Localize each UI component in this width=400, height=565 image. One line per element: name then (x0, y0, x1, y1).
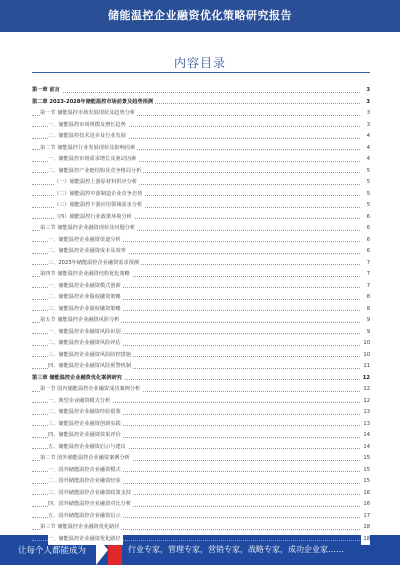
toc-entry-page: 7 (365, 258, 370, 270)
toc-entry-page: 5 (365, 200, 370, 212)
toc-entry[interactable] (32, 327, 370, 339)
toc-entry-page: 7 (365, 281, 370, 293)
toc-entry-page: 3 (364, 85, 370, 97)
toc-entry-text: 二、储能温控企业融资成本及效率 (48, 246, 128, 258)
toc-entry-text: 一、储能温控企业融资模式创新 (48, 281, 123, 293)
toc-entry-text: 一、国外储能温控企业融资模式 (48, 465, 123, 477)
toc-entry-text: 三、储能温控企业债权融资策略 (48, 304, 123, 316)
toc-entry-page: 16 (361, 488, 370, 500)
toc-entry[interactable] (32, 373, 370, 385)
toc-entry-page: 14 (361, 430, 370, 442)
toc-entry-text: 四、储能温控企业融资风险预警机制 (48, 361, 133, 373)
toc-entry-page: 10 (361, 338, 370, 350)
toc-entry-text: 一、储能温控企业融资优化路径 (48, 534, 123, 546)
toc-entry-text: 三、国外储能温控企业融资政策支持 (48, 488, 133, 500)
toc-entry-page: 17 (361, 511, 370, 523)
toc-entry[interactable] (32, 223, 370, 235)
toc-entry-page: 15 (361, 465, 370, 477)
toc-entry-page: 3 (364, 97, 370, 109)
toc-entry-text: 四、储能温控企业融资效果评价 (48, 430, 123, 442)
toc-entry-page: 9 (365, 327, 370, 339)
toc-entry-text: 第一节 国内储能温控企业融资成功案例分析 (40, 384, 142, 396)
toc-entry-page: 5 (365, 166, 370, 178)
toc-entry-page: 11 (361, 361, 370, 373)
toc-entry-text: 第一节 储能温控市场发展现状及趋势分析 (40, 108, 137, 120)
toc-entry-page: 10 (361, 350, 370, 362)
toc-entry-text: 二、储能温控产业链结构及竞争格局分析 (48, 166, 143, 178)
toc-entry-text: 三、2023年储能温控企业融资需求预测 (48, 258, 141, 270)
toc-entry[interactable] (32, 442, 370, 454)
toc-entry[interactable] (32, 212, 370, 224)
toc-entry-text: 第三章 储能温控企业融资优化案例研究 (32, 373, 124, 385)
toc-entry[interactable] (32, 522, 370, 534)
toc-entry-text: 第二节 国外储能温控企业融资案例分析 (40, 453, 132, 465)
toc-entry-page: 15 (361, 453, 370, 465)
toc-entry-page: 5 (365, 177, 370, 189)
toc-entry[interactable] (32, 338, 370, 350)
toc-entry-page: 8 (365, 292, 370, 304)
toc-entry-text: 三、储能温控企业融资创新实践 (48, 419, 123, 431)
toc-entry-page: 4 (365, 143, 370, 155)
toc-entry-text: 一、储能温控企业融资风险识别 (48, 327, 123, 339)
toc-entry-page: 12 (361, 373, 370, 385)
toc-entry-page: 6 (365, 246, 370, 258)
toc-entry[interactable] (32, 292, 370, 304)
toc-entry[interactable] (32, 166, 370, 178)
footer-slogan: 让每个人都能成为 (18, 546, 87, 556)
toc-entry[interactable] (32, 258, 370, 270)
toc-entry-text: 一、储能温控市场需求增长及驱动因素 (48, 154, 138, 166)
toc-entry[interactable] (32, 200, 370, 212)
toc-entry[interactable] (32, 476, 370, 488)
toc-entry-page: 14 (361, 442, 370, 454)
toc-entry-page: 15 (361, 476, 370, 488)
toc-entry[interactable] (32, 511, 370, 523)
toc-entry[interactable] (32, 453, 370, 465)
toc-entry-text: 一、储能温控企业融资渠道分析 (48, 235, 123, 247)
toc-entry-page: 13 (361, 419, 370, 431)
toc-entry-text: 一、储能温控市场规模及增长趋势 (48, 120, 128, 132)
toc-entry[interactable] (32, 97, 370, 109)
toc-entry-page: 4 (365, 131, 370, 143)
toc-entry-text: 三、储能温控企业融资风险防控措施 (48, 350, 133, 362)
toc-entry-page: 12 (361, 396, 370, 408)
toc-entry-text: 四、国外储能温控企业融资对比分析 (48, 499, 133, 511)
toc-entry[interactable] (32, 246, 370, 258)
toc-entry[interactable] (32, 499, 370, 511)
toc-entry-page: 16 (361, 499, 370, 511)
toc-entry-page: 6 (365, 223, 370, 235)
toc-entry[interactable] (32, 143, 370, 155)
toc-entry[interactable] (32, 419, 370, 431)
toc-entry[interactable] (32, 85, 370, 97)
toc-entry[interactable] (32, 189, 370, 201)
toc-entry-text: 二、储能温控企业股权融资策略 (48, 292, 123, 304)
toc-entry-text: 第二节 储能温控行业发展现状及影响因素 (40, 143, 137, 155)
toc-entry-page: 9 (365, 315, 370, 327)
header-bar (0, 0, 400, 32)
toc-divider (32, 72, 370, 73)
toc-entry-text: （四）储能温控行业政策环境分析 (54, 212, 134, 224)
toc-entry[interactable] (32, 465, 370, 477)
toc-entry[interactable] (32, 396, 370, 408)
toc-entry[interactable] (32, 177, 370, 189)
toc-entry-text: 二、储能温控企业融资经验借鉴 (48, 407, 123, 419)
toc-entry[interactable] (32, 304, 370, 316)
toc-entry-page: 12 (361, 384, 370, 396)
toc-entry-text: 二、国外储能温控企业融资经验 (48, 476, 123, 488)
toc-entry-page: 8 (365, 304, 370, 316)
toc-entry-text: 五、国外储能温控企业融资启示 (48, 511, 123, 523)
toc-entry-text: （三）储能温控下游应用领域需求分析 (54, 200, 144, 212)
toc-entry[interactable] (32, 407, 370, 419)
toc-entry-text: 第四节 储能温控企业融资结构优化策略 (40, 269, 132, 281)
toc-entry-text: （二）储能温控中游制造企业竞争态势 (54, 189, 144, 201)
toc-entry[interactable] (32, 154, 370, 166)
toc-entry-text: 第三节 储能温控企业融资现状及问题分析 (40, 223, 137, 235)
toc-entry[interactable] (32, 108, 370, 120)
toc-entry-text: 五、储能温控企业融资启示与建议 (48, 442, 128, 454)
toc-entry[interactable] (32, 361, 370, 373)
toc-entry[interactable] (32, 120, 370, 132)
toc-entry-text: 第一章 前言 (32, 85, 62, 97)
toc-entry[interactable] (32, 350, 370, 362)
toc-entry-page: 3 (365, 108, 370, 120)
toc-heading: 内容目录 (173, 56, 226, 70)
toc-entry-page: 18 (361, 534, 370, 546)
toc-entry[interactable] (32, 131, 370, 143)
toc-entry-page: 6 (365, 212, 370, 224)
toc-entry[interactable] (32, 269, 370, 281)
toc-entry-text: 第二章 2023-2028年储能温控市场前景及趋势预测 (32, 97, 155, 109)
toc-entry-page: 18 (361, 522, 370, 534)
toc-entry[interactable] (32, 430, 370, 442)
toc-leader-dots (32, 92, 360, 93)
toc-entry-page: 3 (365, 120, 370, 132)
footer-tagline: 行业专家，管理专家，营销专家，战略专家，成功企业家…… (128, 545, 344, 554)
toc-entry-page: 13 (361, 407, 370, 419)
toc-entry-text: 一、典型企业融资模式分析 (48, 396, 112, 408)
toc-entry-text: 二、储能温控企业融资风险评估 (48, 338, 123, 350)
toc-entry-text: （一）储能温控上游原材料供应分析 (54, 177, 139, 189)
toc-entry-text: 二、储能温控技术进步及行业发展 (48, 131, 128, 143)
toc-entry-text: 第五节 储能温控企业融资风险分析 (40, 315, 121, 327)
toc-entry-page: 6 (365, 235, 370, 247)
toc-entry[interactable] (32, 235, 370, 247)
toc-entry-text: 第三节 储能温控企业融资优化路径 (40, 522, 121, 534)
report-title: 储能温控企业融资优化策略研究报告 (108, 9, 292, 22)
toc-entry-page: 5 (365, 189, 370, 201)
toc-entry-page: 4 (365, 154, 370, 166)
toc-entry[interactable] (32, 315, 370, 327)
toc-entry[interactable] (32, 384, 370, 396)
toc-entry[interactable] (32, 488, 370, 500)
table-of-contents (32, 85, 370, 545)
toc-entry[interactable] (32, 281, 370, 293)
toc-entry-page: 7 (365, 269, 370, 281)
